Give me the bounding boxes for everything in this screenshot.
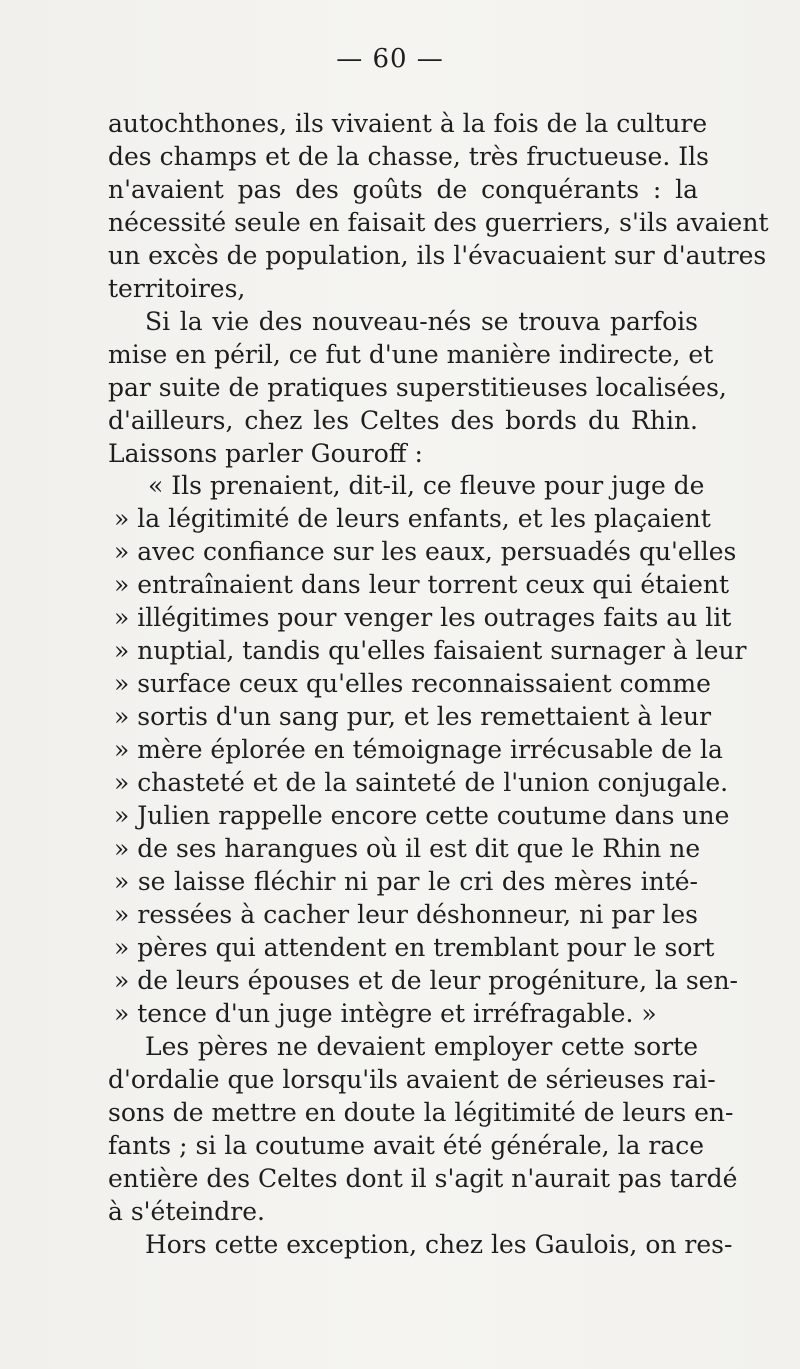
quote-line: » surface ceux qu'elles reconnaissaient comme bbox=[114, 669, 711, 698]
quote-line: » sortis d'un sang pur, et les remettaient à leur bbox=[114, 702, 712, 731]
text-line: autochthones, ils vivaient à la fois de la culture bbox=[108, 109, 708, 138]
paragraph-start-line: Les pères ne devaient employer cette sorte bbox=[145, 1032, 698, 1061]
text-line: fants ; si la coutume avait été générale, la race bbox=[108, 1131, 705, 1160]
text-line: territoires, bbox=[108, 274, 246, 303]
text-line: sons de mettre en doute la légitimité de leurs en- bbox=[108, 1098, 734, 1127]
text-line: n'avaient pas des goûts de conquérants : la bbox=[108, 175, 698, 204]
quote-line: » mère éplorée en témoignage irrécusable de la bbox=[114, 735, 723, 764]
quote-line: » entraînaient dans leur torrent ceux qui étaient bbox=[114, 570, 730, 599]
quote-line: » se laisse fléchir ni par le cri des mères inté- bbox=[114, 867, 698, 896]
text-line: entière des Celtes dont il s'agit n'aurait pas tardé bbox=[108, 1164, 738, 1193]
text-line: Laissons parler Gouroff : bbox=[108, 439, 423, 468]
quote-line: » de ses harangues où il est dit que le Rhin ne bbox=[114, 834, 701, 863]
quote-line: » la légitimité de leurs enfants, et les plaçaient bbox=[114, 504, 711, 533]
quote-line: » de leurs épouses et de leur progéniture, la sen- bbox=[114, 966, 738, 995]
paragraph-start-line: Hors cette exception, chez les Gaulois, on res- bbox=[145, 1230, 733, 1259]
quote-line: » tence d'un juge intègre et irréfragable. » bbox=[114, 999, 657, 1028]
quote-line: » chasteté et de la sainteté de l'union conjugale. bbox=[114, 768, 729, 797]
text-line: d'ailleurs, chez les Celtes des bords du Rhin. bbox=[108, 406, 698, 435]
text-line: par suite de pratiques superstitieuses localisées, bbox=[108, 373, 727, 402]
text-line: des champs et de la chasse, très fructueuse. Ils bbox=[108, 142, 709, 171]
quote-line: » pères qui attendent en tremblant pour le sort bbox=[114, 933, 715, 962]
text-line: nécessité seule en faisait des guerriers, s'ils avaient bbox=[108, 208, 769, 237]
page-number: — 60 — bbox=[336, 44, 444, 74]
quote-line: » avec confiance sur les eaux, persuadés qu'elles bbox=[114, 537, 737, 566]
text-line: un excès de population, ils l'évacuaient sur d'autres bbox=[108, 241, 767, 270]
quote-line: » Julien rappelle encore cette coutume dans une bbox=[114, 801, 730, 830]
quote-line: » ressées à cacher leur déshonneur, ni par les bbox=[114, 900, 698, 929]
quote-line: » illégitimes pour venger les outrages faits au lit bbox=[114, 603, 732, 632]
quote-line: » nuptial, tandis qu'elles faisaient surnager à leur bbox=[114, 636, 747, 665]
text-line: mise en péril, ce fut d'une manière indirecte, et bbox=[108, 340, 714, 369]
text-line: à s'éteindre. bbox=[108, 1197, 265, 1226]
paragraph-start-line: Si la vie des nouveau-nés se trouva parfois bbox=[145, 307, 698, 336]
text-line: d'ordalie que lorsqu'ils avaient de sérieuses rai- bbox=[108, 1065, 716, 1094]
quote-line: « Ils prenaient, dit-il, ce fleuve pour juge de bbox=[148, 471, 705, 500]
